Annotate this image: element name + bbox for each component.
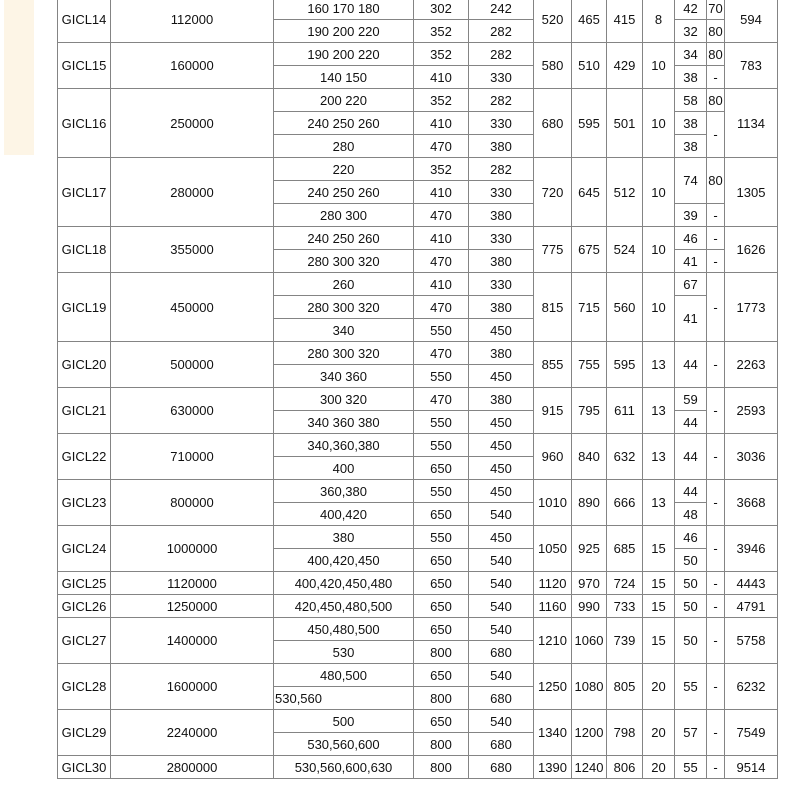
n-cell: 15	[643, 526, 675, 572]
table-row	[58, 158, 778, 181]
l-cell: 800	[414, 641, 469, 664]
l-cell: 352	[414, 43, 469, 66]
d-cell: 775	[534, 227, 572, 273]
c11-cell: -	[707, 66, 725, 89]
bore-cell: 240 250 260	[274, 112, 414, 135]
l1-cell: 450	[469, 480, 534, 503]
l-cell: 650	[414, 457, 469, 480]
d2-cell: 501	[607, 89, 643, 158]
c11-cell: -	[707, 595, 725, 618]
d2-cell: 611	[607, 388, 643, 434]
l-cell: 650	[414, 572, 469, 595]
d2-cell: 632	[607, 434, 643, 480]
mass-cell: 1626	[725, 227, 778, 273]
d-cell: 960	[534, 434, 572, 480]
torque-cell: 250000	[111, 89, 274, 158]
torque-cell: 2800000	[111, 756, 274, 779]
c10-cell: 55	[675, 664, 707, 710]
d-cell: 1210	[534, 618, 572, 664]
c10-cell: 41	[675, 296, 707, 342]
model-cell: GICL26	[58, 595, 111, 618]
bore-cell: 140 150	[274, 66, 414, 89]
torque-cell: 800000	[111, 480, 274, 526]
c11-cell: -	[707, 664, 725, 710]
d-cell: 520	[534, 0, 572, 43]
l1-cell: 450	[469, 457, 534, 480]
bore-cell: 420,450,480,500	[274, 595, 414, 618]
d2-cell: 805	[607, 664, 643, 710]
l1-cell: 380	[469, 388, 534, 411]
d1-cell: 465	[572, 0, 607, 43]
mass-cell: 2263	[725, 342, 778, 388]
l-cell: 470	[414, 135, 469, 158]
n-cell: 13	[643, 342, 675, 388]
d2-cell: 685	[607, 526, 643, 572]
l1-cell: 330	[469, 112, 534, 135]
l1-cell: 330	[469, 66, 534, 89]
table-row	[58, 572, 778, 595]
model-cell: GICL18	[58, 227, 111, 273]
d-cell: 815	[534, 273, 572, 342]
model-cell: GICL17	[58, 158, 111, 227]
bore-cell: 500	[274, 710, 414, 733]
torque-cell: 280000	[111, 158, 274, 227]
bore-cell: 340,360,380	[274, 434, 414, 457]
l1-cell: 380	[469, 135, 534, 158]
bore-cell: 190 200 220	[274, 43, 414, 66]
d2-cell: 595	[607, 342, 643, 388]
bore-cell: 280 300 320	[274, 296, 414, 319]
bore-cell: 260	[274, 273, 414, 296]
c11-cell: -	[707, 526, 725, 572]
bore-cell: 340 360 380	[274, 411, 414, 434]
torque-cell: 112000	[111, 0, 274, 43]
d2-cell: 524	[607, 227, 643, 273]
c10-cell: 74	[675, 158, 707, 204]
n-cell: 10	[643, 273, 675, 342]
bore-cell: 280 300	[274, 204, 414, 227]
bore-cell: 400,420	[274, 503, 414, 526]
n-cell: 13	[643, 434, 675, 480]
d1-cell: 990	[572, 595, 607, 618]
c11-cell: -	[707, 342, 725, 388]
bore-cell: 530,560	[274, 687, 414, 710]
n-cell: 20	[643, 664, 675, 710]
torque-cell: 2240000	[111, 710, 274, 756]
l-cell: 470	[414, 296, 469, 319]
l1-cell: 540	[469, 664, 534, 687]
n-cell: 15	[643, 595, 675, 618]
d-cell: 720	[534, 158, 572, 227]
torque-cell: 500000	[111, 342, 274, 388]
bore-cell: 380	[274, 526, 414, 549]
c10-cell: 42	[675, 0, 707, 20]
d2-cell: 724	[607, 572, 643, 595]
c10-cell: 59	[675, 388, 707, 411]
c10-cell: 38	[675, 135, 707, 158]
d1-cell: 755	[572, 342, 607, 388]
c10-cell: 55	[675, 756, 707, 779]
l1-cell: 540	[469, 572, 534, 595]
table-row	[58, 618, 778, 641]
l1-cell: 540	[469, 503, 534, 526]
l1-cell: 450	[469, 319, 534, 342]
l-cell: 800	[414, 733, 469, 756]
c11-cell: -	[707, 273, 725, 342]
table-row	[58, 526, 778, 549]
d1-cell: 1200	[572, 710, 607, 756]
bore-cell: 400,420,450	[274, 549, 414, 572]
l1-cell: 450	[469, 365, 534, 388]
gicl-spec-table	[57, 0, 778, 779]
torque-cell: 450000	[111, 273, 274, 342]
n-cell: 20	[643, 756, 675, 779]
bore-cell: 160 170 180	[274, 0, 414, 20]
spec-table-body	[58, 0, 778, 779]
d-cell: 855	[534, 342, 572, 388]
l-cell: 470	[414, 250, 469, 273]
d2-cell: 512	[607, 158, 643, 227]
c11-cell: -	[707, 112, 725, 158]
l-cell: 650	[414, 664, 469, 687]
c11-cell: -	[707, 434, 725, 480]
c11-cell: 80	[707, 89, 725, 112]
model-cell: GICL22	[58, 434, 111, 480]
c10-cell: 38	[675, 112, 707, 135]
torque-cell: 355000	[111, 227, 274, 273]
l1-cell: 680	[469, 641, 534, 664]
l1-cell: 380	[469, 204, 534, 227]
c10-cell: 44	[675, 411, 707, 434]
c10-cell: 67	[675, 273, 707, 296]
table-row	[58, 710, 778, 733]
torque-cell: 1000000	[111, 526, 274, 572]
bore-cell: 360,380	[274, 480, 414, 503]
torque-cell: 1120000	[111, 572, 274, 595]
bore-cell: 300 320	[274, 388, 414, 411]
l-cell: 410	[414, 181, 469, 204]
l-cell: 470	[414, 342, 469, 365]
bore-cell: 220	[274, 158, 414, 181]
c11-cell: -	[707, 618, 725, 664]
table-row	[58, 434, 778, 457]
mass-cell: 594	[725, 0, 778, 43]
mass-cell: 1773	[725, 273, 778, 342]
n-cell: 15	[643, 572, 675, 595]
d1-cell: 675	[572, 227, 607, 273]
torque-cell: 1400000	[111, 618, 274, 664]
c11-cell: -	[707, 250, 725, 273]
c10-cell: 44	[675, 434, 707, 480]
d1-cell: 890	[572, 480, 607, 526]
d-cell: 1120	[534, 572, 572, 595]
d1-cell: 970	[572, 572, 607, 595]
bore-cell: 340	[274, 319, 414, 342]
c11-cell: -	[707, 227, 725, 250]
table-row	[58, 756, 778, 779]
model-cell: GICL15	[58, 43, 111, 89]
model-cell: GICL16	[58, 89, 111, 158]
bore-cell: 530,560,600,630	[274, 756, 414, 779]
bore-cell: 480,500	[274, 664, 414, 687]
c11-cell: -	[707, 204, 725, 227]
l-cell: 352	[414, 89, 469, 112]
c10-cell: 44	[675, 480, 707, 503]
d2-cell: 429	[607, 43, 643, 89]
l-cell: 650	[414, 618, 469, 641]
d-cell: 1250	[534, 664, 572, 710]
l-cell: 800	[414, 756, 469, 779]
c10-cell: 58	[675, 89, 707, 112]
l-cell: 410	[414, 273, 469, 296]
l-cell: 410	[414, 112, 469, 135]
d2-cell: 798	[607, 710, 643, 756]
torque-cell: 630000	[111, 388, 274, 434]
l-cell: 352	[414, 158, 469, 181]
d1-cell: 1080	[572, 664, 607, 710]
l-cell: 302	[414, 0, 469, 20]
l1-cell: 330	[469, 273, 534, 296]
d-cell: 1340	[534, 710, 572, 756]
l1-cell: 380	[469, 250, 534, 273]
c10-cell: 46	[675, 526, 707, 549]
table-row	[58, 388, 778, 411]
l1-cell: 450	[469, 434, 534, 457]
l-cell: 410	[414, 227, 469, 250]
d-cell: 915	[534, 388, 572, 434]
c11-cell: 80	[707, 43, 725, 66]
mass-cell: 4791	[725, 595, 778, 618]
bore-cell: 240 250 260	[274, 181, 414, 204]
table-row	[58, 342, 778, 365]
torque-cell: 1250000	[111, 595, 274, 618]
d2-cell: 806	[607, 756, 643, 779]
table-row	[58, 43, 778, 66]
n-cell: 13	[643, 388, 675, 434]
l1-cell: 450	[469, 526, 534, 549]
bore-cell: 280	[274, 135, 414, 158]
c10-cell: 44	[675, 342, 707, 388]
l-cell: 800	[414, 687, 469, 710]
d-cell: 1390	[534, 756, 572, 779]
table-row	[58, 595, 778, 618]
c10-cell: 50	[675, 572, 707, 595]
mass-cell: 7549	[725, 710, 778, 756]
n-cell: 20	[643, 710, 675, 756]
l1-cell: 450	[469, 411, 534, 434]
c10-cell: 57	[675, 710, 707, 756]
l1-cell: 680	[469, 733, 534, 756]
c11-cell: -	[707, 756, 725, 779]
l-cell: 550	[414, 319, 469, 342]
c11-cell: 80	[707, 158, 725, 204]
mass-cell: 3668	[725, 480, 778, 526]
n-cell: 10	[643, 89, 675, 158]
n-cell: 10	[643, 43, 675, 89]
d-cell: 1160	[534, 595, 572, 618]
l1-cell: 282	[469, 20, 534, 43]
bore-cell: 530,560,600	[274, 733, 414, 756]
c10-cell: 38	[675, 66, 707, 89]
model-cell: GICL21	[58, 388, 111, 434]
d-cell: 1050	[534, 526, 572, 572]
l-cell: 650	[414, 710, 469, 733]
l-cell: 410	[414, 66, 469, 89]
d1-cell: 840	[572, 434, 607, 480]
mass-cell: 4443	[725, 572, 778, 595]
l1-cell: 680	[469, 687, 534, 710]
model-cell: GICL27	[58, 618, 111, 664]
bore-cell: 450,480,500	[274, 618, 414, 641]
model-cell: GICL20	[58, 342, 111, 388]
bore-cell: 530	[274, 641, 414, 664]
c10-cell: 50	[675, 549, 707, 572]
d2-cell: 415	[607, 0, 643, 43]
d-cell: 680	[534, 89, 572, 158]
l-cell: 650	[414, 549, 469, 572]
c11-cell: 70	[707, 0, 725, 20]
table-row	[58, 89, 778, 112]
torque-cell: 1600000	[111, 664, 274, 710]
bore-cell: 340 360	[274, 365, 414, 388]
d1-cell: 645	[572, 158, 607, 227]
d1-cell: 510	[572, 43, 607, 89]
mass-cell: 2593	[725, 388, 778, 434]
d1-cell: 925	[572, 526, 607, 572]
l-cell: 550	[414, 480, 469, 503]
l-cell: 650	[414, 503, 469, 526]
model-cell: GICL19	[58, 273, 111, 342]
c10-cell: 50	[675, 618, 707, 664]
l1-cell: 282	[469, 43, 534, 66]
l1-cell: 540	[469, 710, 534, 733]
bore-cell: 400,420,450,480	[274, 572, 414, 595]
model-cell: GICL23	[58, 480, 111, 526]
l-cell: 470	[414, 388, 469, 411]
l-cell: 470	[414, 204, 469, 227]
table-row	[58, 480, 778, 503]
model-cell: GICL14	[58, 0, 111, 43]
mass-cell: 9514	[725, 756, 778, 779]
l1-cell: 380	[469, 296, 534, 319]
l1-cell: 330	[469, 227, 534, 250]
l-cell: 550	[414, 526, 469, 549]
bore-cell: 190 200 220	[274, 20, 414, 43]
bore-cell: 240 250 260	[274, 227, 414, 250]
l-cell: 550	[414, 411, 469, 434]
table-row	[58, 227, 778, 250]
d2-cell: 560	[607, 273, 643, 342]
mass-cell: 6232	[725, 664, 778, 710]
l1-cell: 330	[469, 181, 534, 204]
c10-cell: 39	[675, 204, 707, 227]
n-cell: 10	[643, 158, 675, 227]
c11-cell: -	[707, 710, 725, 756]
l1-cell: 242	[469, 0, 534, 20]
model-cell: GICL25	[58, 572, 111, 595]
d-cell: 1010	[534, 480, 572, 526]
c11-cell: -	[707, 572, 725, 595]
l-cell: 550	[414, 365, 469, 388]
c10-cell: 34	[675, 43, 707, 66]
l1-cell: 282	[469, 158, 534, 181]
l-cell: 352	[414, 20, 469, 43]
d2-cell: 739	[607, 618, 643, 664]
mass-cell: 783	[725, 43, 778, 89]
model-cell: GICL29	[58, 710, 111, 756]
table-row	[58, 0, 778, 20]
mass-cell: 1134	[725, 89, 778, 158]
d2-cell: 733	[607, 595, 643, 618]
c10-cell: 41	[675, 250, 707, 273]
c11-cell: -	[707, 388, 725, 434]
d1-cell: 795	[572, 388, 607, 434]
n-cell: 15	[643, 618, 675, 664]
bore-cell: 200 220	[274, 89, 414, 112]
d1-cell: 1240	[572, 756, 607, 779]
l-cell: 550	[414, 434, 469, 457]
d2-cell: 666	[607, 480, 643, 526]
c10-cell: 46	[675, 227, 707, 250]
d-cell: 580	[534, 43, 572, 89]
l1-cell: 540	[469, 549, 534, 572]
n-cell: 10	[643, 227, 675, 273]
table-row	[58, 664, 778, 687]
bore-cell: 280 300 320	[274, 342, 414, 365]
left-decoration-strip	[4, 0, 34, 155]
mass-cell: 1305	[725, 158, 778, 227]
c10-cell: 50	[675, 595, 707, 618]
l1-cell: 282	[469, 89, 534, 112]
c10-cell: 48	[675, 503, 707, 526]
torque-cell: 160000	[111, 43, 274, 89]
d1-cell: 1060	[572, 618, 607, 664]
l1-cell: 380	[469, 342, 534, 365]
bore-cell: 280 300 320	[274, 250, 414, 273]
table-row	[58, 273, 778, 296]
mass-cell: 3036	[725, 434, 778, 480]
c10-cell: 32	[675, 20, 707, 43]
l-cell: 650	[414, 595, 469, 618]
model-cell: GICL30	[58, 756, 111, 779]
c11-cell: 80	[707, 20, 725, 43]
bore-cell: 400	[274, 457, 414, 480]
torque-cell: 710000	[111, 434, 274, 480]
model-cell: GICL28	[58, 664, 111, 710]
d1-cell: 595	[572, 89, 607, 158]
d1-cell: 715	[572, 273, 607, 342]
n-cell: 8	[643, 0, 675, 43]
c11-cell: -	[707, 480, 725, 526]
n-cell: 13	[643, 480, 675, 526]
l1-cell: 540	[469, 595, 534, 618]
l1-cell: 680	[469, 756, 534, 779]
l1-cell: 540	[469, 618, 534, 641]
mass-cell: 5758	[725, 618, 778, 664]
mass-cell: 3946	[725, 526, 778, 572]
model-cell: GICL24	[58, 526, 111, 572]
